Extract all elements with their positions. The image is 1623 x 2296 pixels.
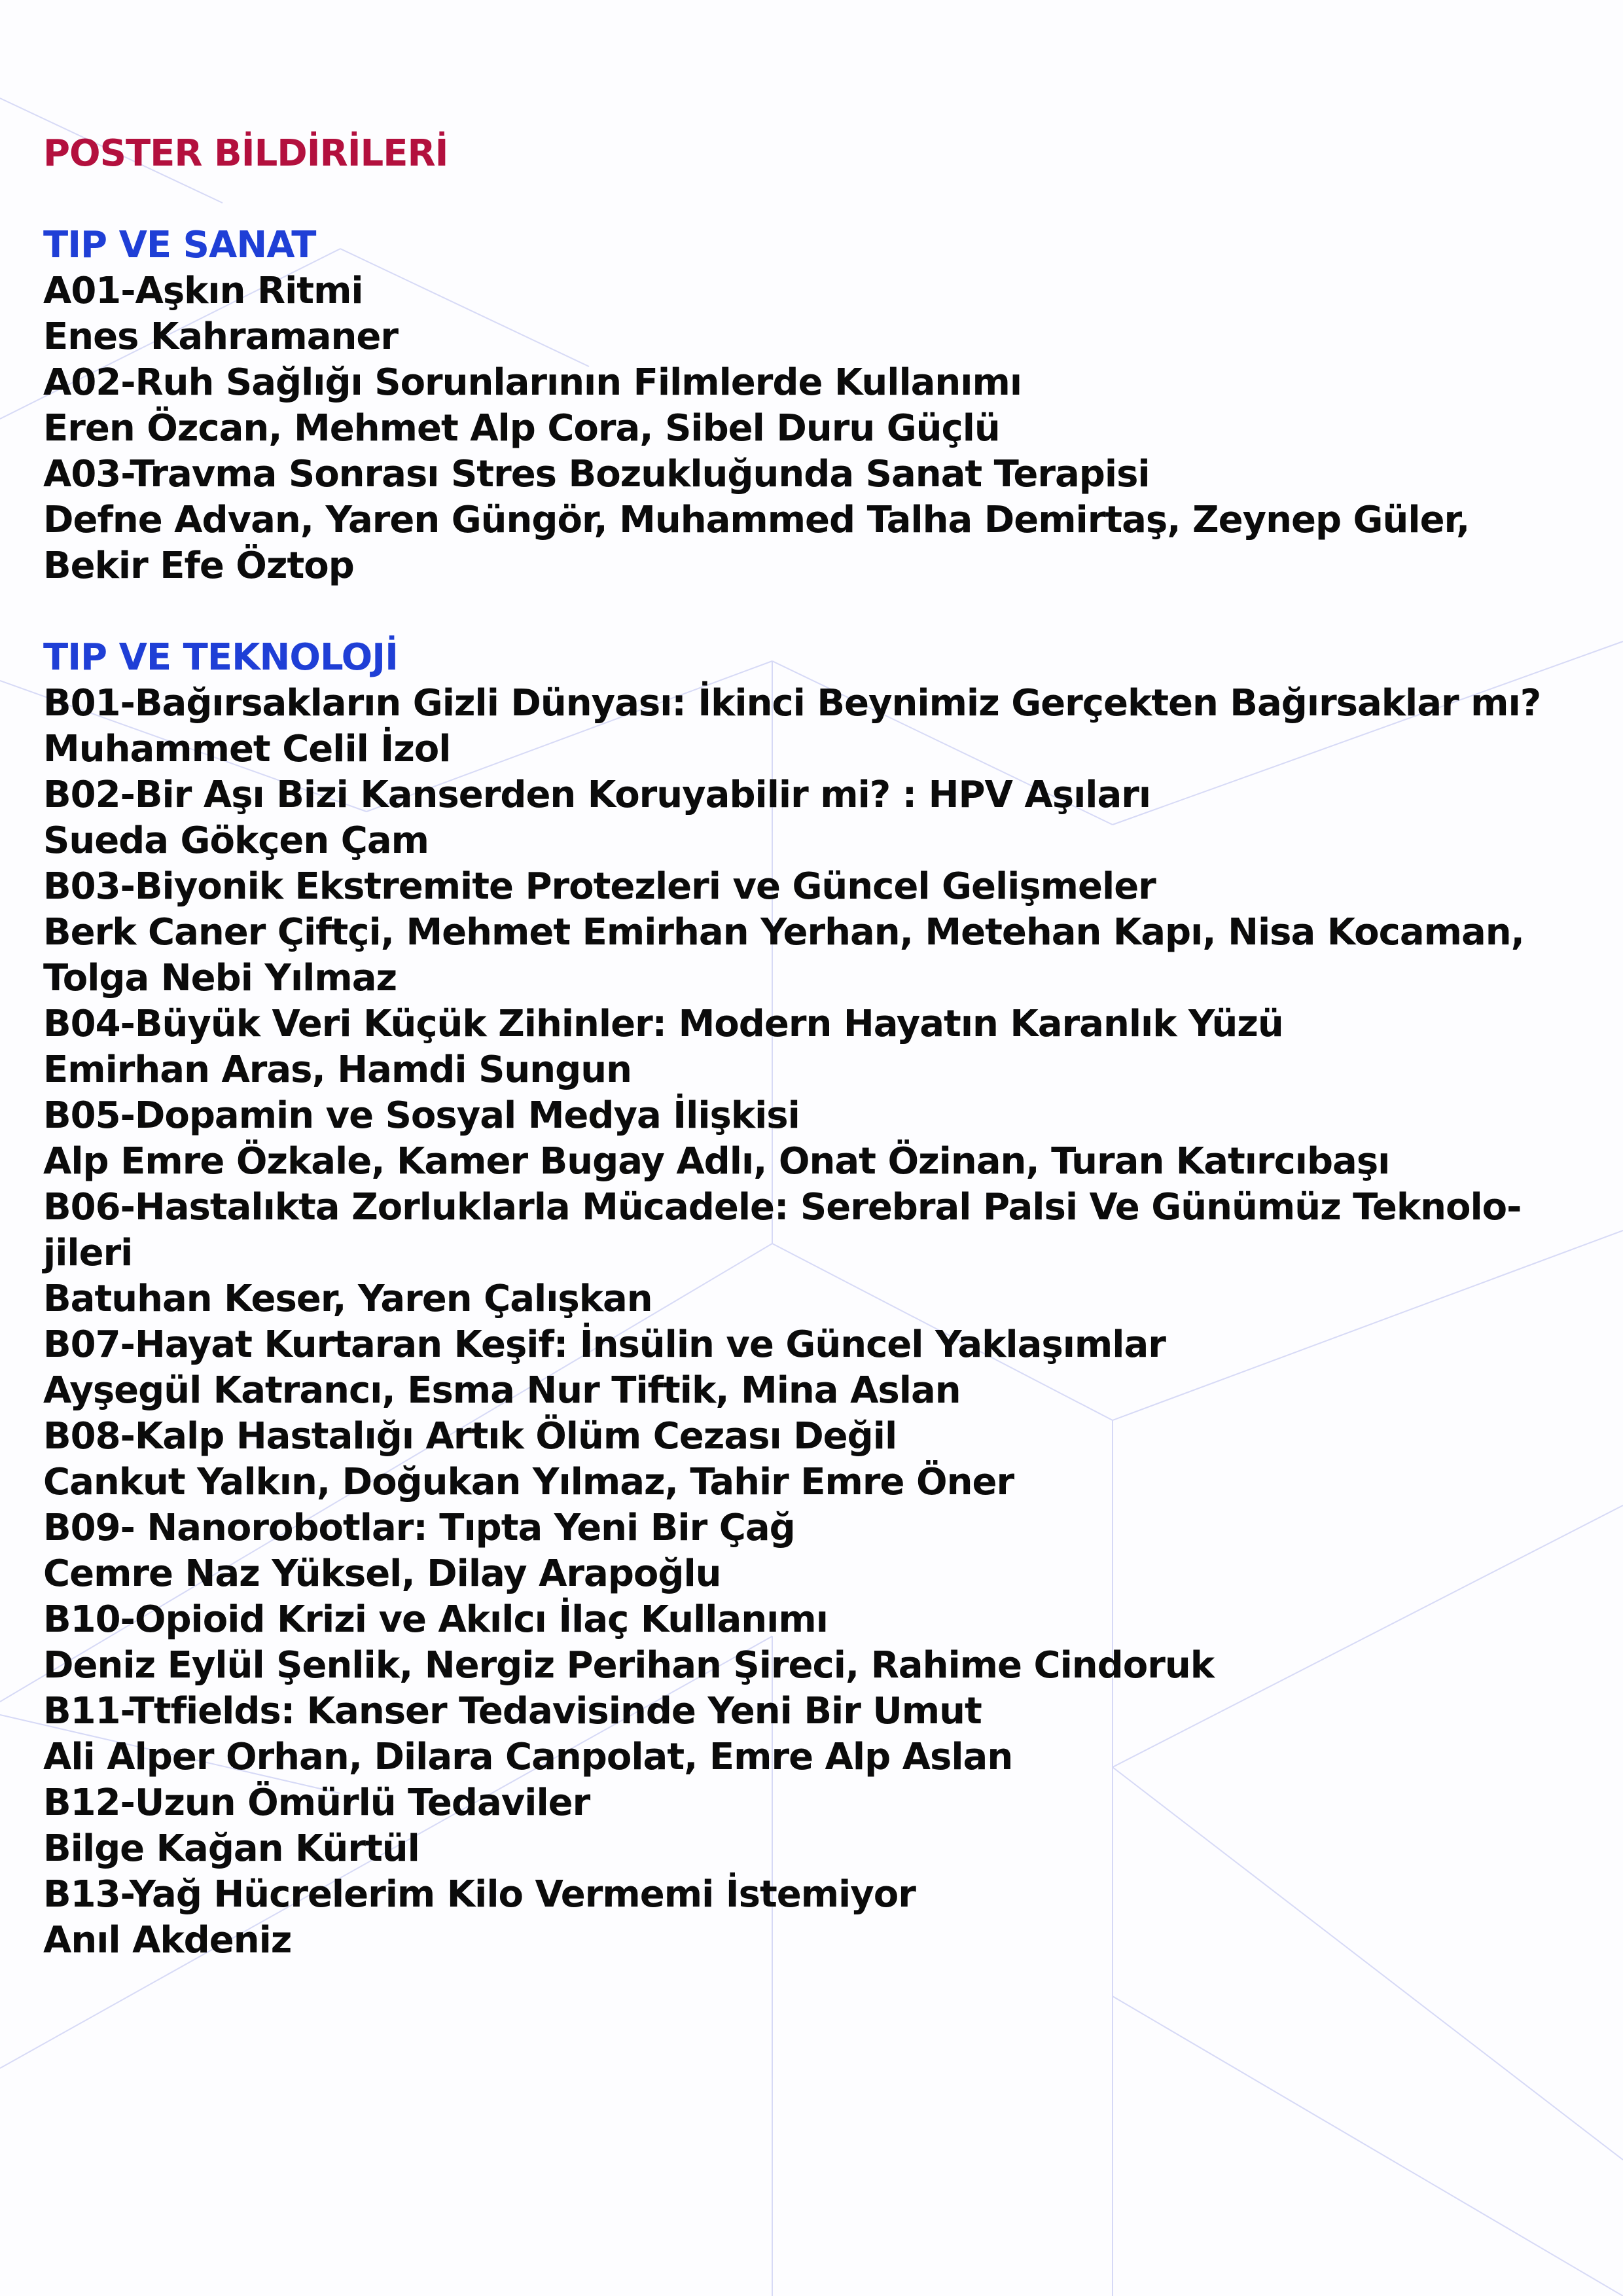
poster-title: B04-Büyük Veri Küçük Zihinler: Modern Hayatın Karanlık Yüzü xyxy=(43,1003,1283,1045)
poster-title: B08-Kalp Hastalığı Artık Ölüm Cezası Değil xyxy=(43,1415,897,1458)
poster-authors: Berk Caner Çiftçi, Mehmet Emirhan Yerhan, Metehan Kapı, Nisa Kocaman, xyxy=(43,911,1524,954)
poster-authors: jileri xyxy=(43,1232,133,1274)
poster-title: B07-Hayat Kurtaran Keşif: İnsülin ve Güncel Yaklaşımlar xyxy=(43,1323,1166,1366)
poster-authors: Anıl Akdeniz xyxy=(43,1919,292,1962)
poster-title: B03-Biyonik Ekstremite Protezleri ve Güncel Gelişmeler xyxy=(43,865,1156,908)
sections-container xyxy=(43,223,1601,1964)
document-body xyxy=(43,131,1601,1964)
section-2 xyxy=(43,635,1601,1964)
section-1 xyxy=(43,223,1601,589)
poster-authors: Cemre Naz Yüksel, Dilay Arapoğlu xyxy=(43,1552,721,1595)
poster-authors: Cankut Yalkın, Doğukan Yılmaz, Tahir Emre Öner xyxy=(43,1461,1014,1503)
poster-title: B11-Ttfields: Kanser Tedavisinde Yeni Bir Umut xyxy=(43,1690,982,1732)
poster-authors: Sueda Gökçen Çam xyxy=(43,819,429,862)
poster-title: B02-Bir Aşı Bizi Kanserden Koruyabilir mi? : HPV Aşıları xyxy=(43,774,1151,816)
poster-title: A03-Travma Sonrası Stres Bozukluğunda Sanat Terapisi xyxy=(43,453,1150,495)
poster-title: B06-Hastalıkta Zorluklarla Mücadele: Serebral Palsi Ve Günümüz Teknolo- xyxy=(43,1186,1522,1229)
section-heading: TIP VE SANAT xyxy=(43,224,316,266)
poster-title: A02-Ruh Sağlığı Sorunlarının Filmlerde Kullanımı xyxy=(43,361,1022,404)
poster-authors: Batuhan Keser, Yaren Çalışkan xyxy=(43,1278,652,1320)
poster-title: B01-Bağırsakların Gizli Dünyası: İkinci Beynimiz Gerçekten Bağırsaklar mı? xyxy=(43,682,1541,725)
poster-authors: Defne Advan, Yaren Güngör, Muhammed Talha Demirtaş, Zeynep Güler, xyxy=(43,499,1470,541)
poster-authors: Muhammet Celil İzol xyxy=(43,728,451,770)
poster-authors: Ali Alper Orhan, Dilara Canpolat, Emre Alp Aslan xyxy=(43,1736,1013,1778)
poster-authors: Emirhan Aras, Hamdi Sungun xyxy=(43,1049,632,1091)
poster-authors: Enes Kahramaner xyxy=(43,315,398,358)
poster-authors: Bekir Efe Öztop xyxy=(43,545,354,587)
section-heading: TIP VE TEKNOLOJİ xyxy=(43,636,398,679)
poster-authors: Bilge Kağan Kürtül xyxy=(43,1827,419,1870)
poster-authors: Eren Özcan, Mehmet Alp Cora, Sibel Duru Güçlü xyxy=(43,407,1000,450)
poster-authors: Alp Emre Özkale, Kamer Bugay Adlı, Onat Özinan, Turan Katırcıbaşı xyxy=(43,1140,1390,1183)
page-title: POSTER BİLDİRİLERİ xyxy=(43,132,448,175)
poster-title: B12-Uzun Ömürlü Tedaviler xyxy=(43,1782,590,1824)
poster-authors: Ayşegül Katrancı, Esma Nur Tiftik, Mina Aslan xyxy=(43,1369,961,1412)
poster-authors: Tolga Nebi Yılmaz xyxy=(43,957,397,999)
poster-title: B10-Opioid Krizi ve Akılcı İlaç Kullanımı xyxy=(43,1598,828,1641)
poster-title: A01-Aşkın Ritmi xyxy=(43,270,363,312)
poster-title: B09- Nanorobotlar: Tıpta Yeni Bir Çağ xyxy=(43,1507,795,1549)
poster-title: B13-Yağ Hücrelerim Kilo Vermemi İstemiyor xyxy=(43,1873,916,1916)
poster-authors: Deniz Eylül Şenlik, Nergiz Perihan Şireci, Rahime Cindoruk xyxy=(43,1644,1214,1687)
poster-title: B05-Dopamin ve Sosyal Medya İlişkisi xyxy=(43,1094,800,1137)
